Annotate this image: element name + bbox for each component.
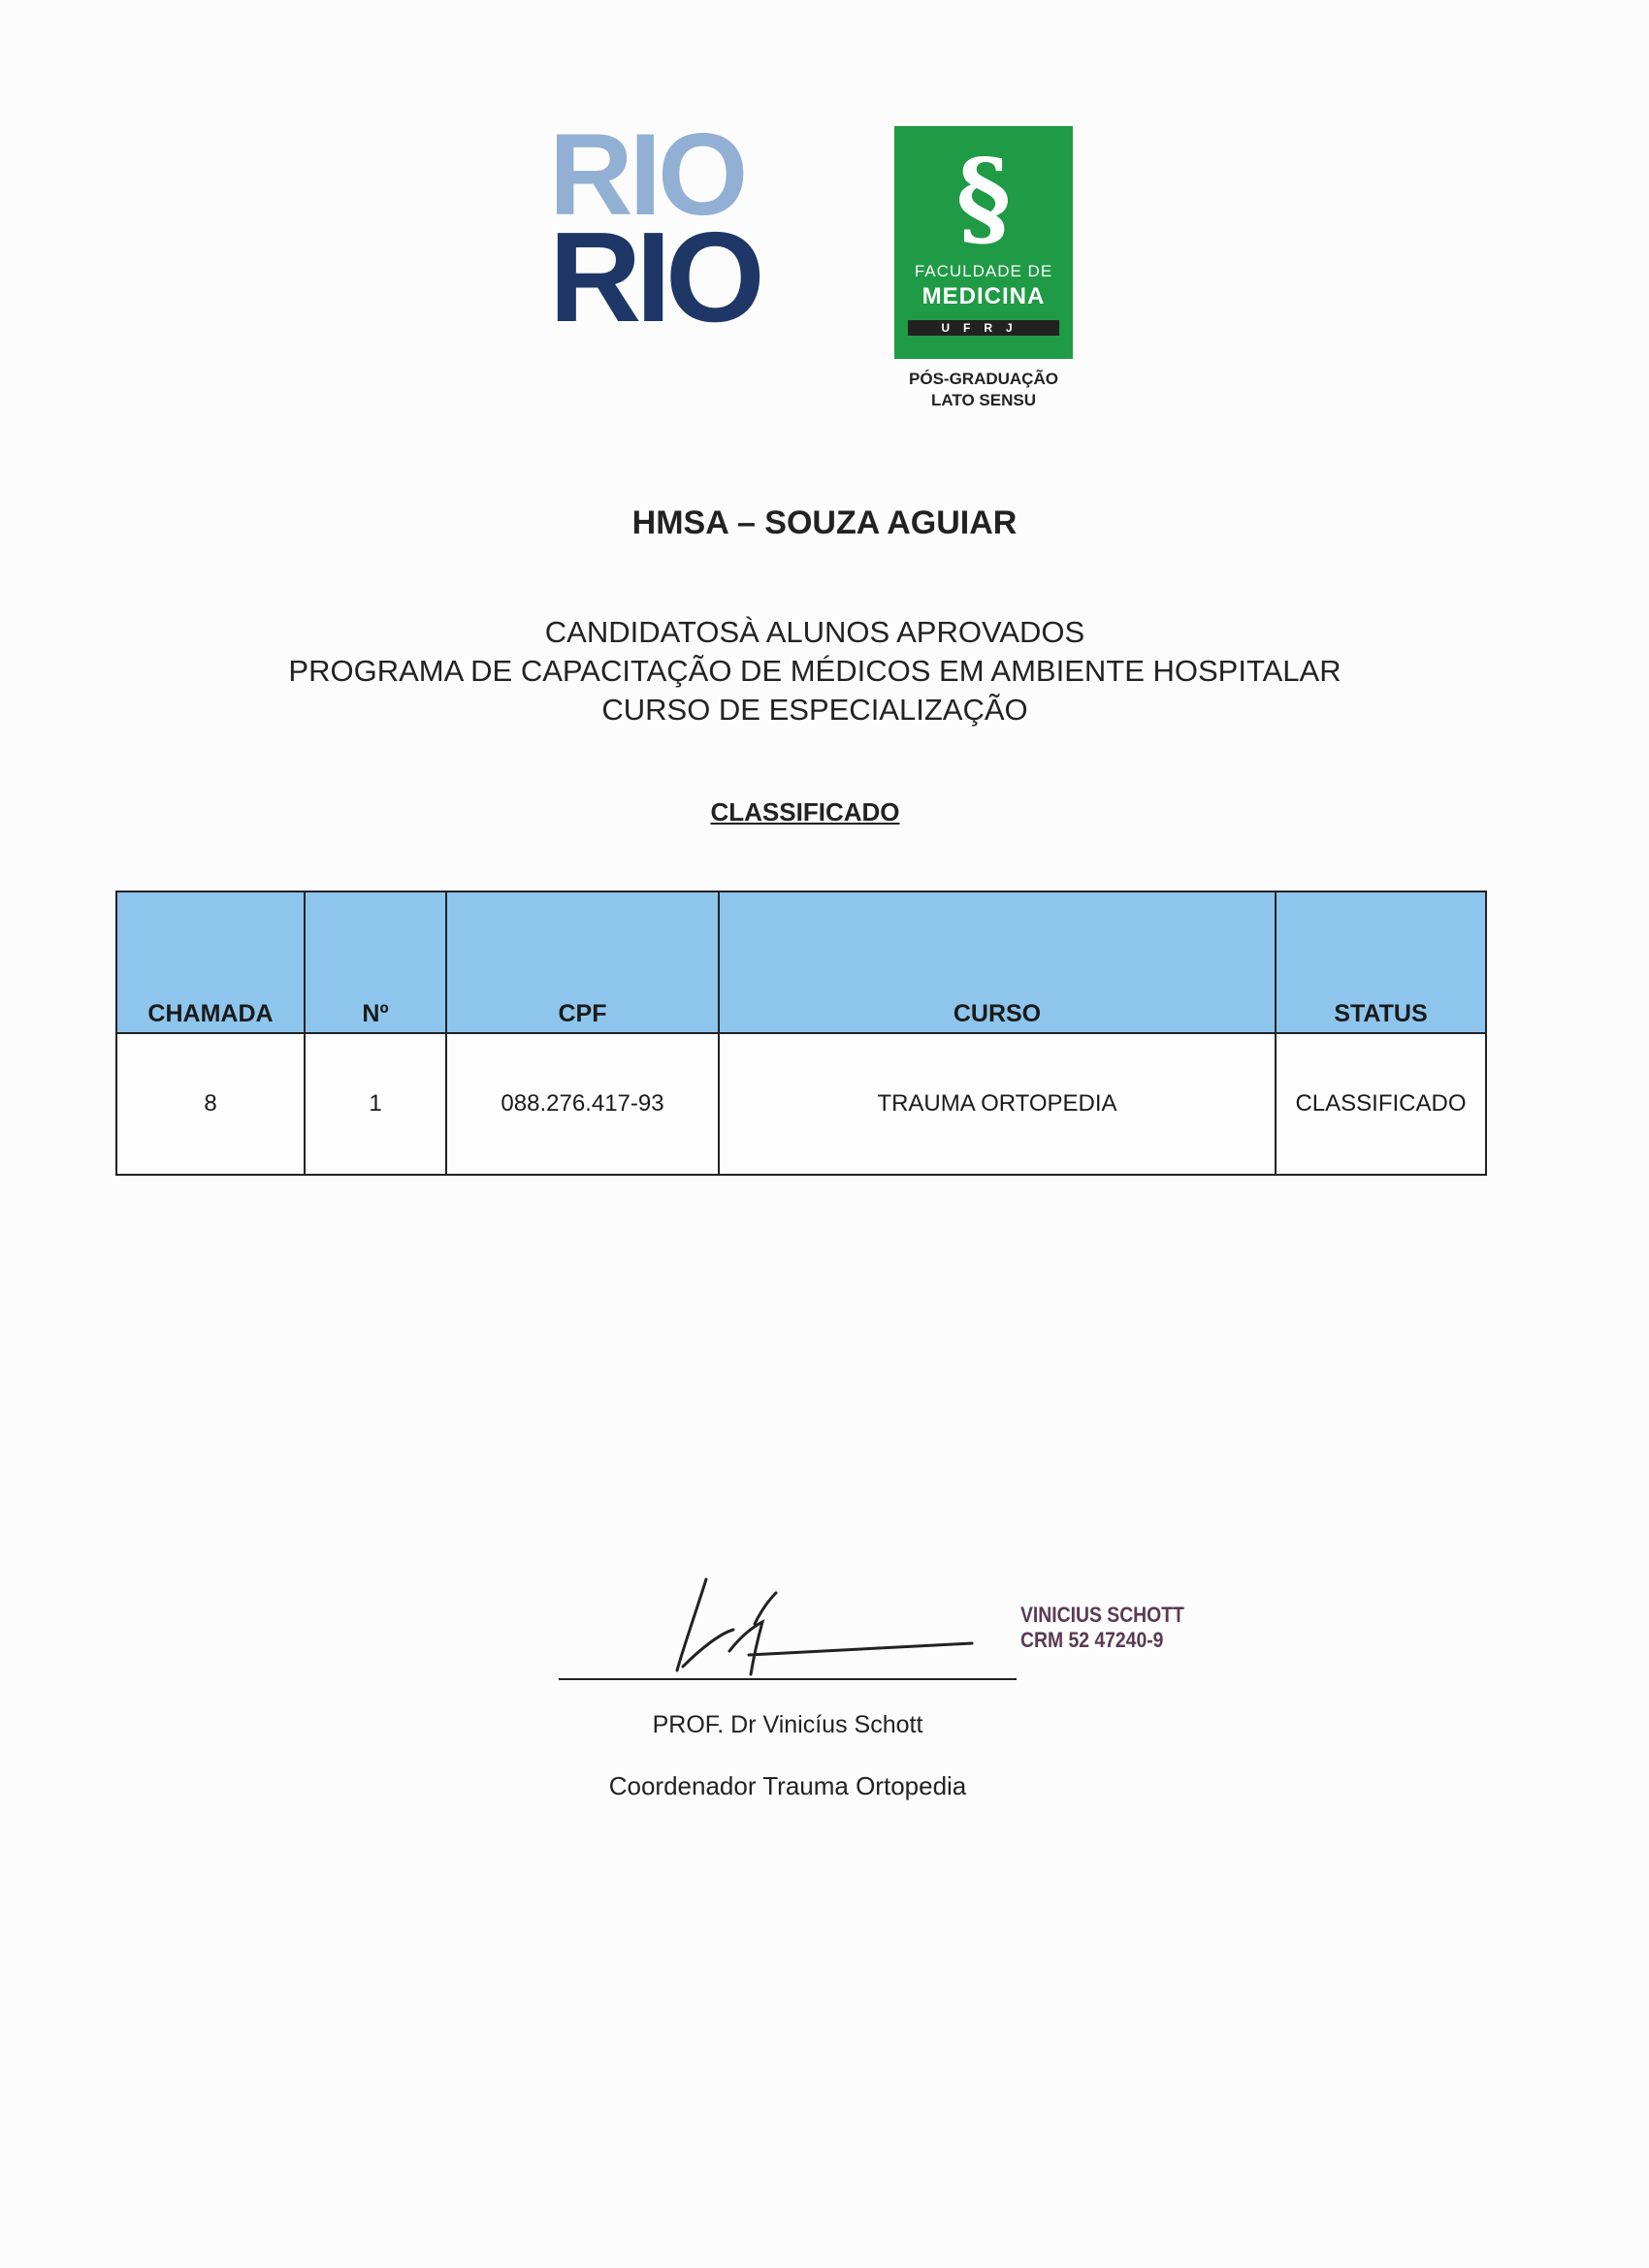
hospital-title: HMSA – SOUZA AGUIAR bbox=[631, 504, 1018, 541]
heading-line-2: PROGRAMA DE CAPACITAÇÃO DE MÉDICOS EM AMBIENTE HOSPITALAR bbox=[288, 654, 1342, 688]
rio-logo-bottom-text: RIO bbox=[549, 206, 760, 348]
medicine-symbol-icon: § bbox=[955, 137, 1012, 259]
column-header-curso: CURSO bbox=[719, 891, 1276, 1033]
column-header-status: STATUS bbox=[1276, 891, 1486, 1033]
results-table bbox=[115, 891, 1487, 1176]
rio-logo-top-text: RIO bbox=[549, 110, 745, 240]
cell-numero: 1 bbox=[305, 1033, 446, 1175]
cell-cpf: 088.276.417-93 bbox=[446, 1033, 719, 1175]
doctor-stamp bbox=[1020, 1603, 1209, 1653]
stamp-crm: CRM 52 47240-9 bbox=[1020, 1628, 1164, 1652]
cell-chamada: 8 bbox=[116, 1033, 305, 1175]
lato-sensu-line: LATO SENSU bbox=[931, 391, 1036, 409]
pos-graduacao-line: PÓS-GRADUAÇÃO bbox=[909, 370, 1058, 388]
signature-line bbox=[559, 1678, 1017, 1680]
column-header-chamada: CHAMADA bbox=[116, 891, 305, 1033]
logo-faculdade-text: FACULDADE DE bbox=[914, 262, 1053, 280]
table-row bbox=[116, 1033, 1486, 1175]
heading-line-3: CURSO DE ESPECIALIZAÇÃO bbox=[601, 693, 1028, 727]
signer-role: Coordenador Trauma Ortopedia bbox=[608, 1771, 967, 1800]
ufrj-medicina-logo bbox=[894, 126, 1073, 359]
section-title: CLASSIFICADO bbox=[710, 797, 900, 826]
column-header-cpf: CPF bbox=[446, 891, 719, 1033]
logo-medicina-text: MEDICINA bbox=[922, 283, 1046, 309]
column-header-numero: Nº bbox=[305, 891, 446, 1033]
signer-name: PROF. Dr Vinicíus Schott bbox=[652, 1711, 923, 1738]
rio-logo bbox=[549, 110, 821, 348]
cell-curso: TRAUMA ORTOPEDIA bbox=[719, 1033, 1276, 1175]
handwritten-signature bbox=[640, 1562, 989, 1688]
pos-graduacao-caption bbox=[873, 369, 1094, 411]
cell-status: CLASSIFICADO bbox=[1276, 1033, 1486, 1175]
table-header-row bbox=[116, 891, 1486, 1033]
program-heading bbox=[0, 613, 1630, 729]
heading-line-1: CANDIDATOSÀ ALUNOS APROVADOS bbox=[544, 615, 1085, 649]
stamp-name: VINICIUS SCHOTT bbox=[1020, 1603, 1184, 1627]
logo-ufrj-bar: UFRJ bbox=[908, 320, 1059, 336]
